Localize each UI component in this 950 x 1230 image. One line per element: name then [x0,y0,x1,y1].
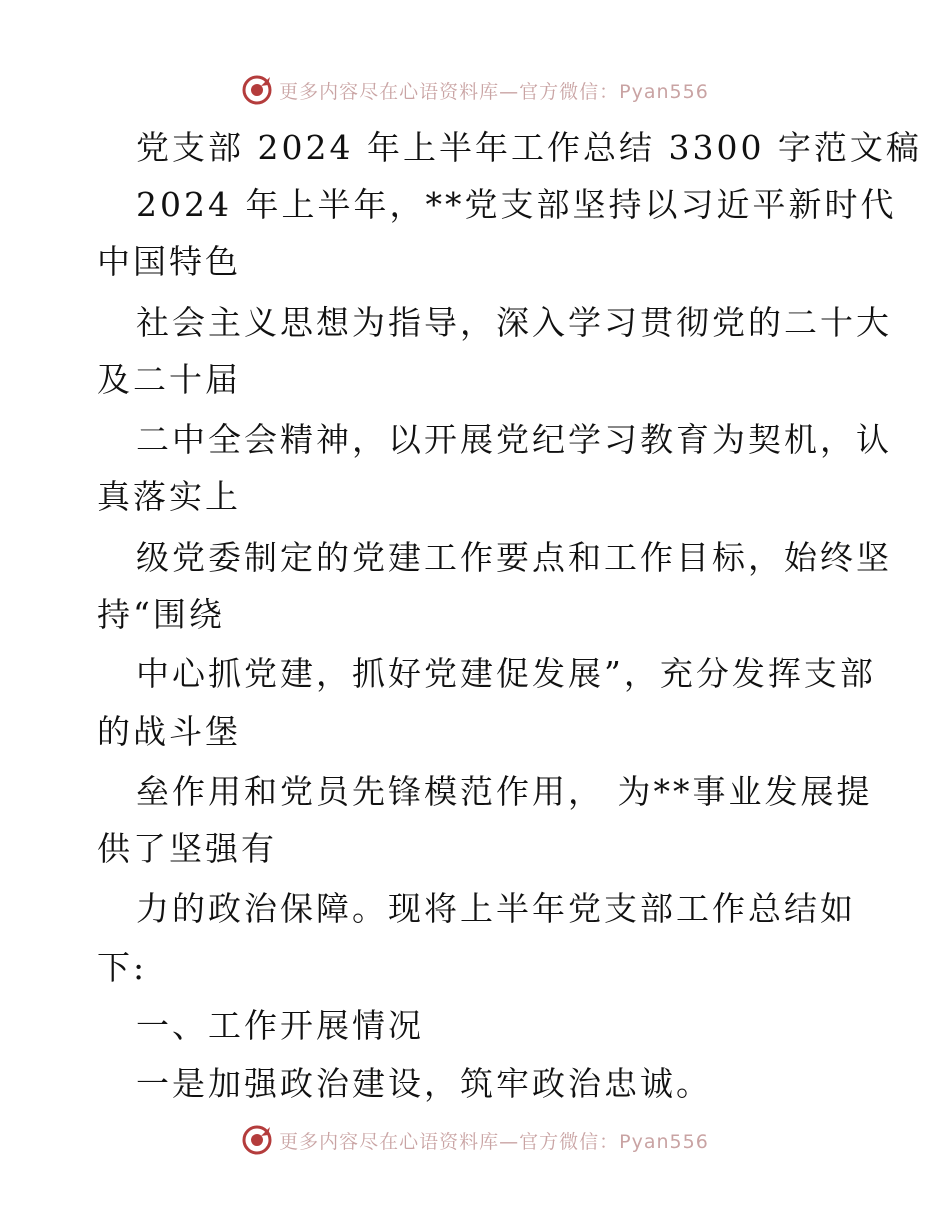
paragraph-line: 及二十届 [97,360,241,399]
paragraph-line: 二中全会精神，以开展党纪学习教育为契机，认 [136,420,892,459]
watermark-header [0,70,950,110]
watermark-text: 更多内容尽在心语资料库—官方微信：Pyan556 [279,80,709,103]
paragraph-line: 的战斗堡 [97,712,241,751]
paragraph-line: 力的政治保障。现将上半年党支部工作总结如 [136,889,856,928]
document-title: 党支部 2024 年上半年工作总结 3300 字范文稿 [136,128,922,167]
paragraph-line: 下: [97,948,148,987]
paragraph-line: 2024 年上半年，**党支部坚持以习近平新时代 [136,185,897,224]
watermark-text: 更多内容尽在心语资料库—官方微信：Pyan556 [279,1130,709,1153]
paragraph-line: 级党委制定的党建工作要点和工作目标，始终坚 [136,538,892,577]
logo-icon [241,74,273,106]
logo-icon [241,1124,273,1156]
watermark-footer [0,1120,950,1160]
paragraph-line: 垒作用和党员先锋模范作用， 为**事业发展提 [136,772,873,811]
section-heading: 一、工作开展情况 [136,1006,424,1045]
paragraph-line: 中心抓党建，抓好党建促发展”，充分发挥支部 [136,654,876,693]
paragraph-line: 社会主义思想为指导，深入学习贯彻党的二十大 [136,303,892,342]
paragraph-line: 供了坚强有 [97,829,277,868]
paragraph-line: 中国特色 [97,242,241,281]
paragraph-line: 一是加强政治建设，筑牢政治忠诚。 [136,1064,712,1103]
paragraph-line: 持“围绕 [97,595,225,634]
paragraph-line: 真落实上 [97,477,241,516]
